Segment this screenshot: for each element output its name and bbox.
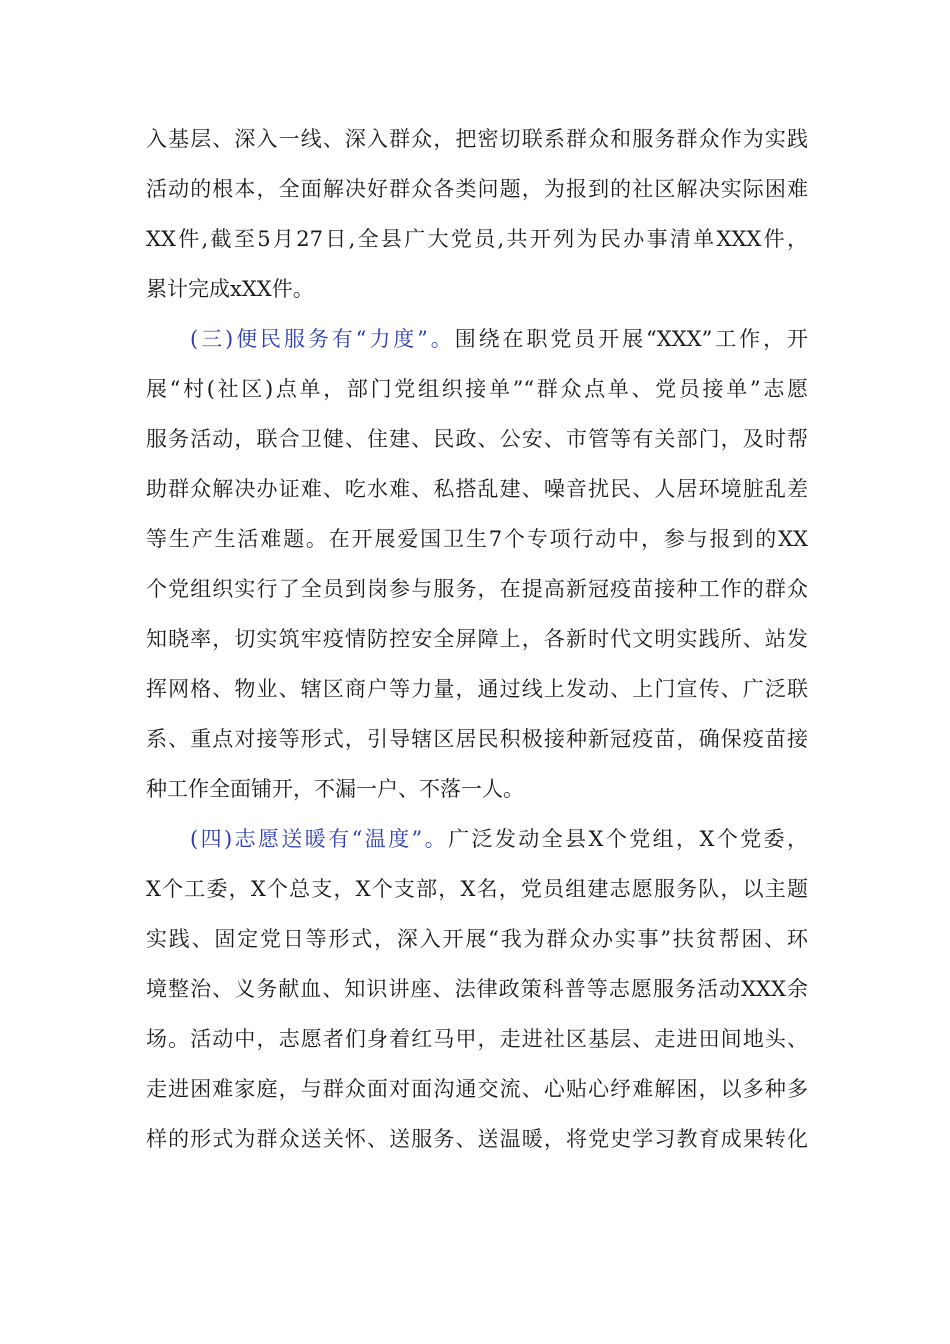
paragraph-line: 展“村(社区)点单，部门党组织接单”“群众点单、党员接单”志愿	[146, 377, 808, 401]
paragraph-line: XX件,截至5月27日,全县广大党员,共开列为民办事清单XXX件，	[146, 227, 808, 251]
paragraph-line: 系、重点对接等形式，引导辖区居民积极接种新冠疫苗，确保疫苗接	[146, 727, 808, 751]
paragraph-line: 入基层、深入一线、深入群众，把密切联系群众和服务群众作为实践	[146, 127, 808, 151]
paragraph-line: 服务活动，联合卫健、住建、民政、公安、市管等有关部门，及时帮	[146, 427, 808, 451]
section-heading-line	[190, 322, 808, 356]
paragraph-line: 活动的根本，全面解决好群众各类问题，为报到的社区解决实际困难	[146, 177, 808, 201]
paragraph-line: 挥网格、物业、辖区商户等力量，通过线上发动、上门宣传、广泛联	[146, 677, 808, 701]
paragraph-line: 助群众解决办证难、吃水难、私搭乱建、噪音扰民、人居环境脏乱差	[146, 477, 808, 501]
paragraph-line: X个工委，X个总支，X个支部，X名，党员组建志愿服务队，以主题	[146, 877, 808, 901]
section-heading-line	[190, 822, 808, 856]
section-heading: (四)志愿送暖有“温度”。	[190, 827, 449, 851]
paragraph-line: 种工作全面铺开，不漏一户、不落一人。	[146, 777, 524, 801]
paragraph-line: 等生产生活难题。在开展爱国卫生7个专项行动中，参与报到的XX	[146, 527, 808, 551]
paragraph-line: 场。活动中，志愿者们身着红马甲，走进社区基层、走进田间地头、	[146, 1027, 808, 1051]
paragraph-line: 实践、固定党日等形式，深入开展“我为群众办实事”扶贫帮困、环	[146, 927, 808, 951]
section-heading: (三)便民服务有“力度”。	[190, 327, 455, 351]
paragraph-line: 知晓率，切实筑牢疫情防控安全屏障上，各新时代文明实践所、站发	[146, 627, 808, 651]
heading-line-text: 广泛发动全县X个党组，X个党委，	[448, 827, 808, 851]
paragraph-line: 走进困难家庭，与群众面对面沟通交流、心贴心纾难解困，以多种多	[146, 1077, 808, 1101]
paragraph-line: 境整治、义务献血、知识讲座、法律政策科普等志愿服务活动XXX余	[146, 977, 808, 1001]
paragraph-line: 累计完成xXX件。	[146, 277, 314, 301]
heading-line-text: 围绕在职党员开展“XXX”工作，开	[454, 327, 808, 351]
paragraph-line: 个党组织实行了全员到岗参与服务，在提高新冠疫苗接种工作的群众	[146, 577, 808, 601]
paragraph-line: 样的形式为群众送关怀、送服务、送温暖，将党史学习教育成果转化	[146, 1127, 808, 1151]
